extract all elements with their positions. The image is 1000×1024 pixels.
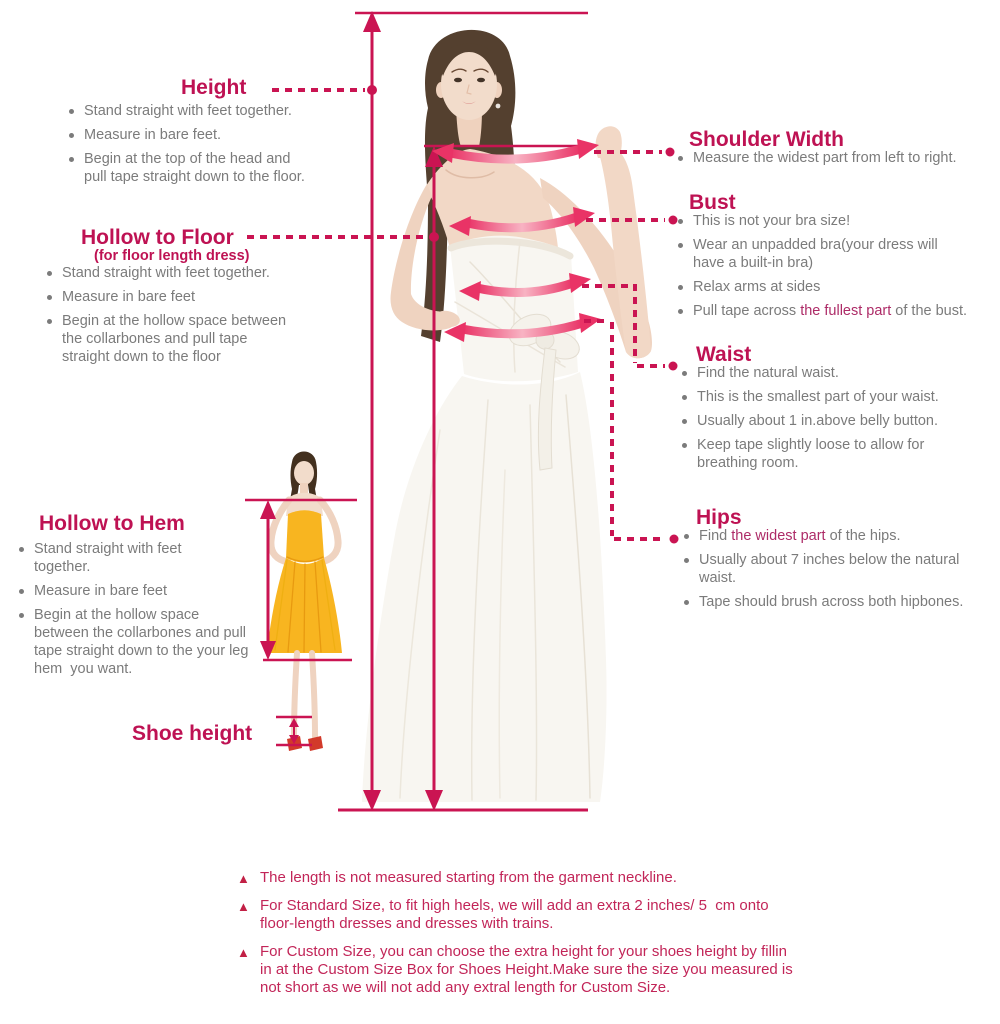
height-instructions: [64, 102, 334, 192]
hollow-to-hem-instruction: [14, 540, 264, 576]
bust-section-title: Bust: [689, 191, 736, 214]
height-connector: [272, 85, 377, 95]
small-model-photo: [267, 452, 342, 752]
notes-list: [237, 869, 862, 1007]
instruction-text: pull tape straight down to the floor.: [84, 169, 305, 185]
hollow-to-hem-instruction: [14, 582, 264, 600]
hollow-to-hem-instruction: [14, 606, 264, 678]
hollow-to-floor-subtitle: (for floor length dress): [94, 248, 250, 264]
instruction-text: Relax arms at sides: [693, 279, 821, 295]
instruction-text: straight down to the floor: [62, 349, 221, 365]
instruction-text: The length is not measured starting from the garment neckline.: [260, 869, 677, 886]
instruction-text: Begin at the hollow space: [34, 607, 200, 623]
waist-instruction: [677, 412, 1000, 430]
instruction-text: between the collarbones and pull: [34, 625, 247, 641]
height-instruction: [64, 102, 334, 120]
instruction-text: Measure the widest part from left to right.: [693, 150, 957, 166]
instruction-text: breathing room.: [697, 455, 799, 471]
hollow-to-floor-instruction: [42, 288, 332, 306]
hollow-to-floor-section-title: Hollow to Floor: [81, 226, 234, 249]
warning-triangle-icon: ▲: [237, 899, 250, 914]
shoe-height-section-title: Shoe height: [132, 722, 253, 745]
instruction-text: Measure in bare feet: [34, 583, 167, 599]
warning-triangle-icon: ▲: [237, 871, 250, 886]
note: [237, 943, 862, 997]
hips-instruction: [679, 551, 1000, 587]
height-instruction: [64, 126, 334, 144]
instruction-text: For Standard Size, to fit high heels, we will add an extra 2 inches/ 5 cm onto: [260, 897, 769, 914]
instruction-text: Find: [699, 528, 732, 544]
instruction-text: Usually about 1 in.above belly button.: [697, 413, 939, 429]
instruction-text: Usually about 7 inches below the natural: [699, 552, 960, 568]
hollow-to-hem-section-title: Hollow to Hem: [39, 512, 185, 535]
instruction-text: of the bust.: [891, 303, 968, 319]
instruction-text: together.: [34, 559, 91, 575]
instruction-text: the collarbones and pull tape: [62, 331, 248, 347]
instruction-text: Stand straight with feet together.: [84, 103, 292, 119]
waist-instruction: [677, 364, 1000, 382]
bust-instruction: [673, 302, 1000, 320]
instruction-text: Wear an unpadded bra(your dress will: [693, 237, 938, 253]
hips-instruction: [679, 527, 1000, 545]
instruction-text: the fullest part: [800, 303, 892, 319]
instruction-text: not short as we will not add any extral length for Custom Size.: [260, 979, 671, 996]
note: [237, 869, 862, 887]
instruction-text: This is not your bra size!: [693, 213, 851, 229]
height-section-title: Height: [181, 76, 247, 99]
hips-instructions: [679, 527, 1000, 617]
instruction-text: of the hips.: [825, 528, 901, 544]
waist-instruction: [677, 436, 1000, 472]
shoulder-width-section-title: Shoulder Width: [689, 128, 844, 151]
instruction-text: floor-length dresses and dresses with trains.: [260, 915, 554, 932]
instruction-text: in at the Custom Size Box for Shoes Height.Make sure the size you measured is: [260, 961, 793, 978]
note: [237, 897, 862, 933]
instruction-text: Stand straight with feet together.: [62, 265, 270, 281]
instruction-text: Find the natural waist.: [697, 365, 839, 381]
waist-instructions: [677, 364, 1000, 478]
instruction-text: Measure in bare feet: [62, 289, 195, 305]
instruction-text: For Custom Size, you can choose the extra height for your shoes height by fillin: [260, 943, 787, 960]
instruction-text: hem you want.: [34, 661, 133, 677]
shoulder-width-instruction: [673, 149, 1000, 167]
instruction-text: Stand straight with feet: [34, 541, 182, 557]
instruction-text: Begin at the top of the head and: [84, 151, 291, 167]
height-instruction: [64, 150, 334, 186]
instruction-text: have a built-in bra): [693, 255, 814, 271]
hollow-to-hem-instructions: [14, 540, 264, 684]
instruction-text: Pull tape across: [693, 303, 801, 319]
bust-instruction: [673, 212, 1000, 230]
instruction-text: Measure in bare feet.: [84, 127, 222, 143]
shoulder-width-instructions: [673, 149, 1000, 173]
instruction-text: the widest part: [731, 528, 826, 544]
hips-section-title: Hips: [696, 506, 742, 529]
hollow-to-floor-instructions: [42, 264, 332, 372]
bust-instruction: [673, 236, 1000, 272]
instruction-text: Tape should brush across both hipbones.: [699, 594, 964, 610]
bust-instructions: [673, 212, 1000, 326]
instruction-text: Begin at the hollow space between: [62, 313, 287, 329]
bust-instruction: [673, 278, 1000, 296]
warning-triangle-icon: ▲: [237, 945, 250, 960]
instruction-text: tape straight down to the your leg: [34, 643, 249, 659]
hips-instruction: [679, 593, 1000, 611]
instruction-text: This is the smallest part of your waist.: [697, 389, 939, 405]
shoe-height-mark: [276, 717, 312, 745]
hollow-to-floor-instruction: [42, 264, 332, 282]
instruction-text: Keep tape slightly loose to allow for: [697, 437, 925, 453]
instruction-text: waist.: [699, 570, 737, 586]
waist-instruction: [677, 388, 1000, 406]
waist-section-title: Waist: [696, 343, 752, 366]
hollow-to-floor-instruction: [42, 312, 332, 366]
